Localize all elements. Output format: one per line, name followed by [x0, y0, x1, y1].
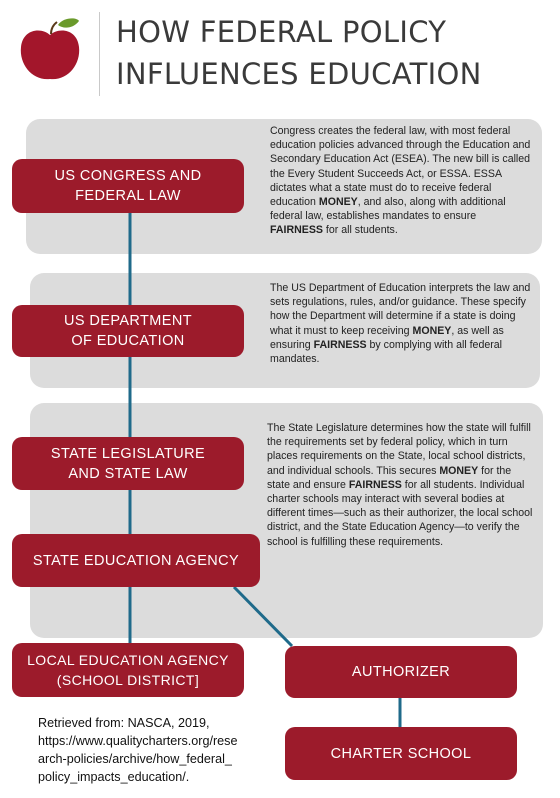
description-department: The US Department of Education interprets the law and sets regulations, rules, and/or guidance. These specify how the Department will determine if a state is doing what it must to keep receiving MONEY, as well as ensuring FAIRNESS by complying with all federal mandates. [270, 282, 531, 366]
description-congress: Congress creates the federal law, with most federal education policies advanced through the Education and Secondary Education Act (ESEA). The new bill is called the Every Student Succeeds Act, or ESSA. ESSA dictates what a state must do to receive federal education MONEY, and also, along with additional federal law, establishes mandates to ensure FAIRNESS for all students. [270, 125, 531, 237]
node-local-education-agency: LOCAL EDUCATION AGENCY (SCHOOL DISTRICT] [12, 643, 244, 697]
money-emphasis: MONEY [318, 196, 358, 209]
citation-line-3: arch-policies/archive/how_federal_ [38, 752, 232, 766]
node-us-congress: US CONGRESS AND FEDERAL LAW [12, 159, 244, 213]
node-authorizer: AUTHORIZER [285, 646, 517, 698]
page-title-line-2: INFLUENCES EDUCATION [116, 57, 482, 91]
money-emphasis: MONEY [439, 464, 479, 477]
node-state-education-agency: STATE EDUCATION AGENCY [12, 534, 260, 587]
page-title-line-1: HOW FEDERAL POLICY [116, 15, 447, 49]
citation-line-4: policy_impacts_education/. [38, 770, 190, 784]
node-charter-school: CHARTER SCHOOL [285, 727, 517, 780]
node-state-legislature: STATE LEGISLATURE AND STATE LAW [12, 437, 244, 490]
citation-line-2: https://www.qualitycharters.org/rese [38, 734, 238, 748]
fairness-emphasis: FAIRNESS [270, 224, 323, 237]
money-emphasis: MONEY [412, 324, 452, 337]
citation [38, 714, 278, 786]
fairness-emphasis: FAIRNESS [348, 478, 402, 491]
connector-sea-authorizer [234, 587, 292, 646]
citation-line-1: Retrieved from: NASCA, 2019, [38, 716, 210, 730]
fairness-emphasis: FAIRNESS [313, 338, 367, 351]
node-us-department-of-education: US DEPARTMENT OF EDUCATION [12, 305, 244, 357]
description-state: The State Legislature determines how the state will fulfill the requirements set by federal policy, which in turn places requirements on the State, local school districts, and individual schools. This secures MONEY for the state and ensure FAIRNESS for all students. Individual charter schools may interact with several bodies at different times—such as their authorizer, the local school district, and the State Education Agency—to verify the school is fulfilling these requirements. [267, 422, 533, 548]
